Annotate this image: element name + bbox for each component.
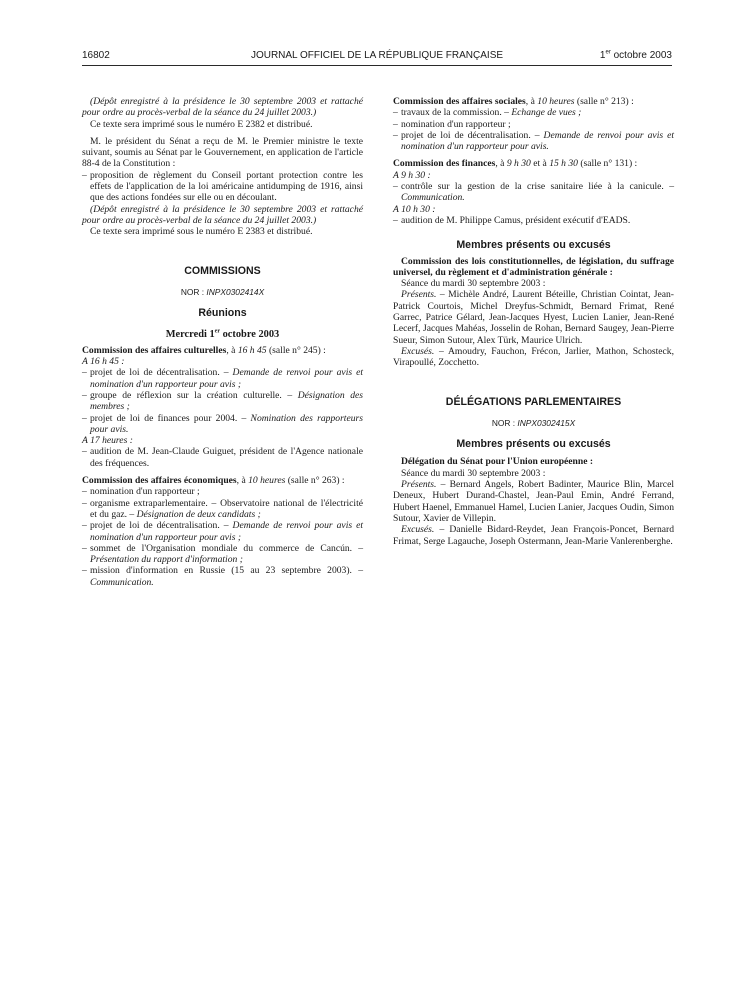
agenda-item: – groupe de réflexion sur la création culturelle. – Désignation des membres ; (82, 389, 363, 413)
agenda-item: – projet de loi de décentralisation. – Demande de renvoi pour avis et nomination d'un rapporteur pour avis ; (82, 520, 364, 543)
agenda-item: – nomination d'un rapporteur ; (82, 486, 200, 498)
agenda-item: – mission d'information en Russie (15 au 23 septembre 2003). – Communication. (82, 565, 363, 588)
agenda-item: – projet de loi de finances pour 2004. – Nomination des rapporteurs pour avis. (82, 412, 363, 435)
commission-lois-heading: Commission des lois constitutionnelles, de législation, du suffrage universel, du règlement et d'administration générale : (393, 255, 674, 278)
right-column (393, 96, 674, 547)
agenda-item: – audition de M. Jean-Claude Guiguet, président de l'Agence nationale des fréquences. (82, 446, 363, 469)
header-rule (82, 65, 672, 66)
excuses-list: Excusés. – Amoudry, Fauchon, Frécon, Jarlier, Mathon, Schosteck, Virapoullé, Zocchetto. (393, 345, 674, 369)
printed-note: Ce texte sera imprimé sous le numéro E 2382 et distribué. (90, 118, 313, 130)
issue-date: 1er octobre 2003 (599, 49, 672, 61)
agenda-item: – audition de M. Philippe Camus, président exécutif d'EADS. (393, 214, 631, 226)
commission-culturelles-heading: Commission des affaires culturelles, à 16 h 45 (salle n° 245) : (82, 344, 326, 356)
excuses-list: Excusés. – Danielle Bidard-Reydet, Jean François-Poncet, Bernard Frimat, Serge Lagauche, Joseph Ostermann, Jean-Marie Vanlerenberghe. (393, 524, 674, 547)
commission-sociales-heading: Commission des affaires sociales, à 10 heures (salle n° 213) : (393, 96, 634, 107)
nor-reference: NOR : INPX0302415X (491, 417, 576, 428)
agenda-item: – nomination d'un rapporteur ; (393, 118, 511, 130)
proposition-item: – proposition de règlement du Conseil portant protection contre les effets de l'application de la loi américaine antidumping de 1916, ainsi que des actions fondées sur elle ou en découlant. (82, 169, 363, 204)
journal-title: JOURNAL OFFICIEL DE LA RÉPUBLIQUE FRANÇAISE (250, 50, 504, 61)
time-slot: A 9 h 30 : (393, 169, 431, 181)
subsection-title-reunions: Réunions (198, 307, 247, 320)
section-title-delegations: DÉLÉGATIONS PARLEMENTAIRES (445, 395, 622, 408)
agenda-item: – projet de loi de décentralisation. – Demande de renvoi pour avis et nomination d'un rapporteur pour avis. (393, 129, 675, 153)
agenda-item: – organisme extraparlementaire. – Observatoire national de l'électricité et du gaz. – Désignation de deux candidats ; (82, 497, 363, 520)
depot-note: (Dépôt enregistré à la présidence le 30 septembre 2003 et rattaché pour ordre au procès-verbal de la séance du 24 juillet 2003.) (82, 203, 363, 226)
delegation-heading: Délégation du Sénat pour l'Union européenne : (401, 456, 594, 468)
meeting-date: Mercredi 1er octobre 2003 (165, 328, 280, 341)
depot-note: (Dépôt enregistré à la présidence le 30 septembre 2003 et rattaché pour ordre au procès-verbal de la séance du 24 juillet 2003.) (82, 96, 363, 119)
subsection-title-membres: Membres présents ou excusés (456, 239, 611, 252)
agenda-item: – sommet de l'Organisation mondiale du commerce de Cancún. – Présentation du rapport d'information ; (82, 542, 363, 566)
left-column (82, 96, 363, 588)
presents-list: Présents. – Bernard Angels, Robert Badinter, Maurice Blin, Marcel Deneux, Hubert Durand-Chastel, Jean-Paul Emin, André Ferrand, Hubert Haenel, Emmanuel Hamel, Lucien Lanier, Jacques Oudin, Simon Sutour, Xavier de Villepin. (393, 479, 674, 524)
commission-finances-heading: Commission des finances, à 9 h 30 et à 15 h 30 (salle n° 131) : (393, 158, 638, 170)
agenda-item: – projet de loi de décentralisation. – Demande de renvoi pour avis et nomination d'un rapporteur pour avis ; (82, 367, 364, 390)
commission-economiques-heading: Commission des affaires économiques, à 10 heures (salle n° 263) : (82, 475, 345, 487)
seance-date: Séance du mardi 30 septembre 2003 : (401, 278, 546, 290)
subsection-title-membres: Membres présents ou excusés (456, 438, 611, 451)
received-text: M. le président du Sénat a reçu de M. le Premier ministre le texte suivant, soumis au Sénat par le Gouvernement, en application de l'article 88-4 de la Constitution : (82, 135, 363, 170)
seance-date: Séance du mardi 30 septembre 2003 : (401, 467, 546, 479)
page-header (82, 50, 672, 64)
presents-list: Présents. – Michèle André, Laurent Béteille, Christian Cointat, Jean-Patrick Courtois, Michel Dreyfus-Schmidt, Bernard Frimat, René Garrec, Patrice Gélard, Jean-Jacques Hyest, Lucien Lanier, Jean-René Lecerf, Jacques Mahéas, Josselin de Rohan, Bernard Saugey, Jean-Pierre Sueur, Simon Sutour, Alex Türk, Maurice Ulrich. (393, 289, 674, 346)
time-slot: A 16 h 45 : (82, 356, 125, 368)
section-title-commissions: COMMISSIONS (184, 264, 261, 277)
printed-note: Ce texte sera imprimé sous le numéro E 2383 et distribué. (90, 226, 313, 238)
agenda-item: – travaux de la commission. – Echange de vues ; (393, 107, 582, 119)
time-slot: A 10 h 30 : (393, 203, 436, 215)
time-slot: A 17 heures : (82, 435, 133, 447)
nor-reference: NOR : INPX0302414X (180, 286, 265, 297)
agenda-item: – contrôle sur la gestion de la crise sanitaire liée à la canicule. – Communication. (393, 181, 674, 204)
page-number: 16802 (82, 50, 110, 61)
